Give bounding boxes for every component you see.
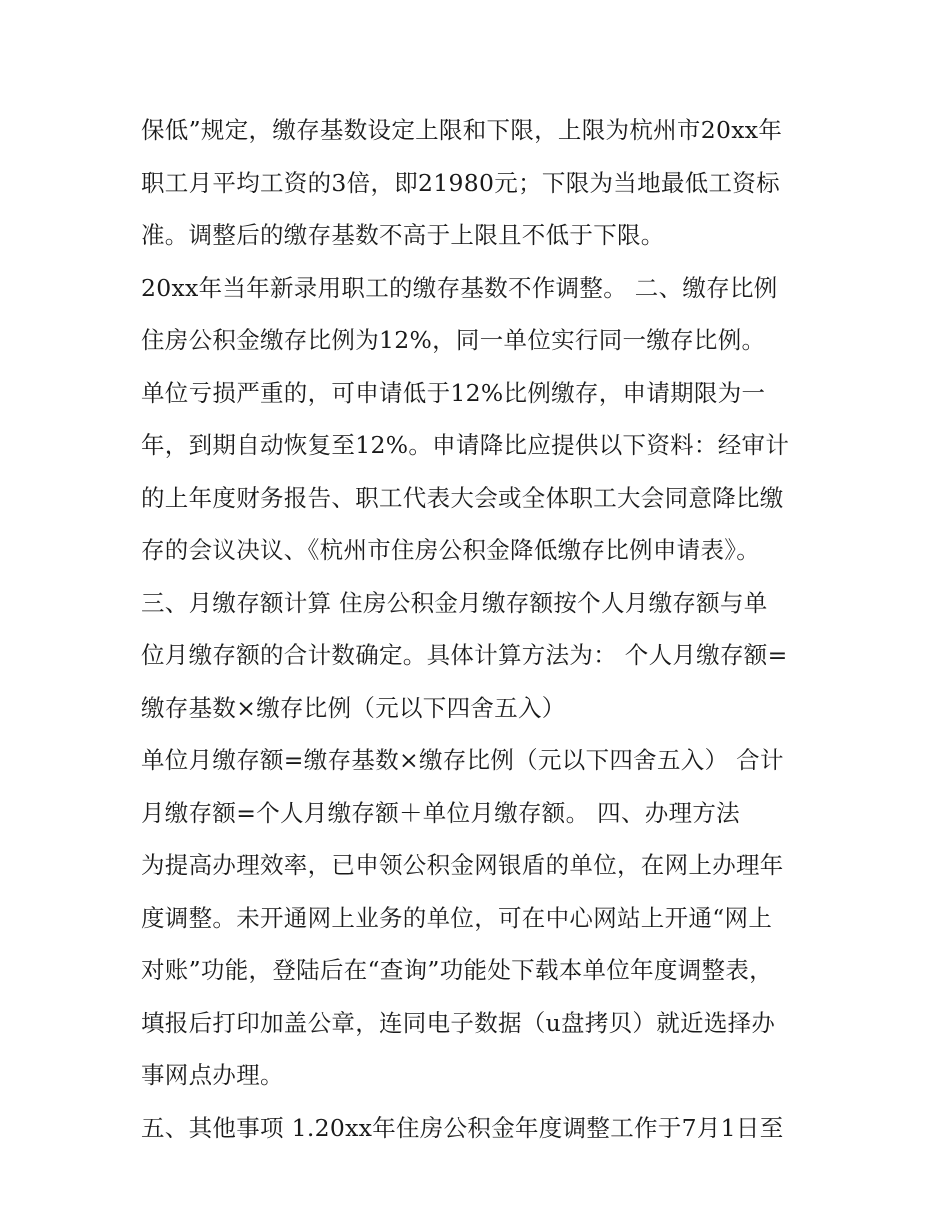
text-line: 位月缴存额的合计数确定。具体计算方法为： 个人月缴存额= — [141, 641, 788, 669]
text-line: 的上年度财务报告、职工代表大会或全体职工大会同意降比缴 — [141, 483, 784, 512]
text-line: 月缴存额=个人月缴存额＋单位月缴存额。 四、办理方法 — [141, 798, 740, 827]
document-body — [141, 104, 821, 1154]
text-line: 保低”规定，缴存基数设定上限和下限，上限为杭州市20xx年 — [141, 116, 783, 144]
text-line: 事网点办理。 — [141, 1061, 284, 1089]
text-line: 住房公积金缴存比例为12%，同一单位实行同一缴存比例。 — [141, 326, 766, 354]
text-line: 为提高办理效率，已申领公积金网银盾的单位，在网上办理年 — [141, 851, 784, 879]
text-line: 年，到期自动恢复至12%。申请降比应提供以下资料：经审计 — [141, 431, 790, 459]
text-line: 对账”功能，登陆后在“查询”功能处下载本单位年度调整表， — [141, 956, 773, 984]
text-line: 单位月缴存额=缴存基数×缴存比例（元以下四舍五入） 合计 — [141, 746, 784, 774]
text-line: 缴存基数×缴存比例（元以下四舍五入） — [141, 693, 566, 722]
text-line: 度调整。未开通网上业务的单位，可在中心网站上开通“网上 — [141, 903, 773, 932]
text-line: 三、月缴存额计算 住房公积金月缴存额按个人月缴存额与单 — [141, 588, 768, 617]
text-line: 五、其他事项 1.20xx年住房公积金年度调整工作于7月1日至 — [141, 1113, 784, 1142]
text-line: 存的会议决议、《杭州市住房公积金降低缴存比例申请表》。 — [141, 536, 761, 564]
text-line: 填报后打印加盖公章，连同电子数据（u盘拷贝）就近选择办 — [141, 1008, 776, 1037]
text-line: 20xx年当年新录用职工的缴存基数不作调整。 二、缴存比例 — [141, 273, 778, 302]
text-line: 单位亏损严重的，可申请低于12%比例缴存，申请期限为一 — [141, 378, 766, 407]
text-line: 准。调整后的缴存基数不高于上限且不低于下限。 — [141, 221, 665, 249]
text-line: 职工月平均工资的3倍，即21980元；下限为当地最低工资标 — [141, 168, 780, 197]
